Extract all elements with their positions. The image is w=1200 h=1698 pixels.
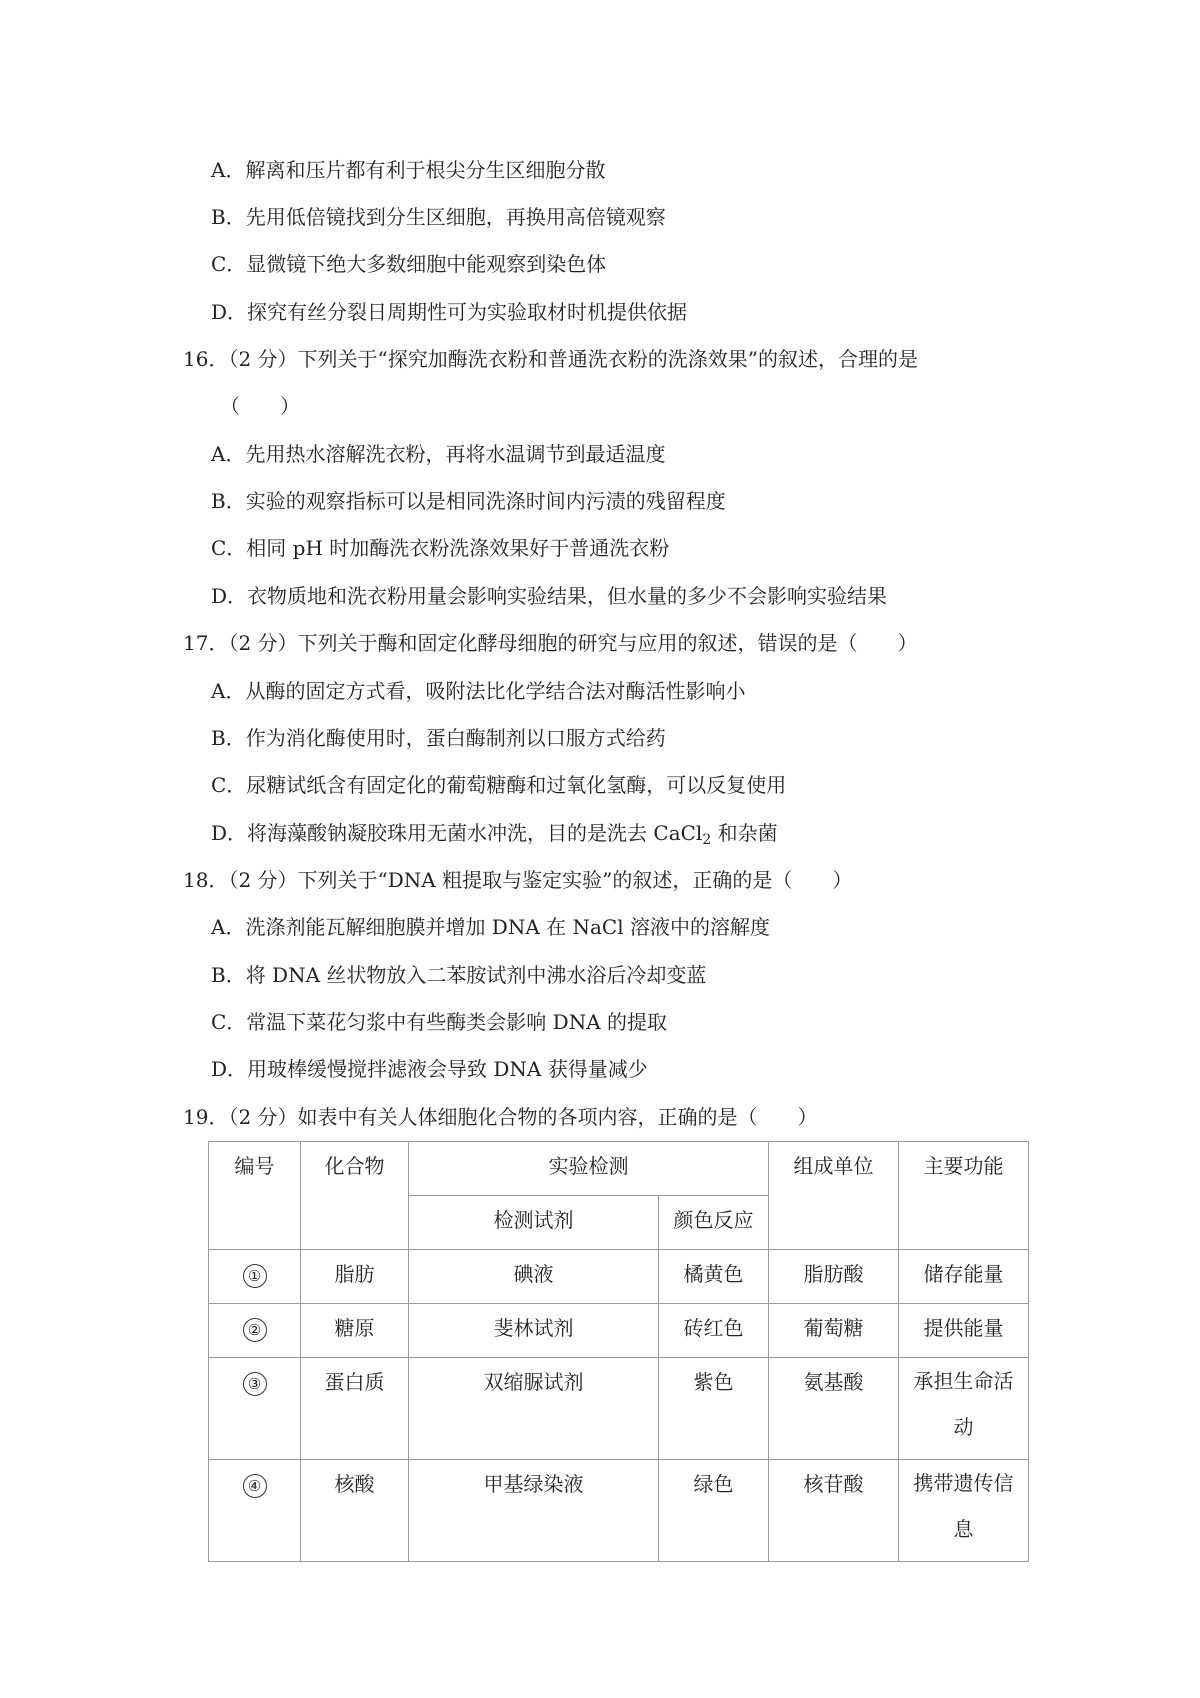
header-compound: 化合物 <box>301 1142 409 1250</box>
cell-color: 砖红色 <box>659 1304 769 1358</box>
cell-number <box>209 1358 301 1460</box>
q17-stem: 17．（2 分）下列关于酶和固定化酵母细胞的研究与应用的叙述，错误的是（ ） <box>183 631 918 655</box>
cell-number <box>209 1250 301 1304</box>
table-header-row <box>209 1142 1029 1196</box>
q16-option-b: B．实验的观察指标可以是相同洗涤时间内污渍的残留程度 <box>211 489 726 513</box>
q17-option-d-text: D．将海藻酸钠凝胶珠用无菌水冲洗，目的是洗去 CaCl <box>211 821 703 845</box>
header-function: 主要功能 <box>899 1142 1029 1250</box>
q19-stem: 19．（2 分）如表中有关人体细胞化合物的各项内容，正确的是（ ） <box>183 1105 818 1129</box>
cell-number <box>209 1460 301 1562</box>
q16-option-d: D．衣物质地和洗衣粉用量会影响实验结果，但水量的多少不会影响实验结果 <box>211 584 888 608</box>
q16-option-c: C．相同 pH 时加酶洗衣粉洗涤效果好于普通洗衣粉 <box>211 536 670 560</box>
header-unit: 组成单位 <box>769 1142 899 1250</box>
q16-stem: 16．（2 分）下列关于“探究加酶洗衣粉和普通洗衣粉的洗涤效果”的叙述，合理的是 <box>183 347 918 371</box>
cell-reagent: 碘液 <box>409 1250 659 1304</box>
header-number: 编号 <box>209 1142 301 1250</box>
q18-stem: 18．（2 分）下列关于“DNA 粗提取与鉴定实验”的叙述，正确的是（ ） <box>183 868 853 892</box>
q18-option-a: A．洗涤剂能瓦解细胞膜并增加 DNA 在 NaCl 溶液中的溶解度 <box>211 915 770 939</box>
cell-color: 绿色 <box>659 1460 769 1562</box>
circled-number: ① <box>243 1264 267 1288</box>
compound-table <box>208 1141 1029 1562</box>
cell-reagent: 双缩脲试剂 <box>409 1358 659 1460</box>
q17-option-d-subscript: 2 <box>702 832 712 848</box>
cell-unit: 氨基酸 <box>769 1358 899 1460</box>
cell-reagent: 斐林试剂 <box>409 1304 659 1358</box>
cell-function: 提供能量 <box>899 1304 1029 1358</box>
subheader-reagent: 检测试剂 <box>409 1196 659 1250</box>
q15-option-c: C．显微镜下绝大多数细胞中能观察到染色体 <box>211 252 607 276</box>
q18-option-c: C．常温下菜花匀浆中有些酶类会影响 DNA 的提取 <box>211 1010 667 1034</box>
cell-function: 储存能量 <box>899 1250 1029 1304</box>
cell-unit: 葡萄糖 <box>769 1304 899 1358</box>
cell-compound: 蛋白质 <box>301 1358 409 1460</box>
cell-compound: 核酸 <box>301 1460 409 1562</box>
cell-unit: 核苷酸 <box>769 1460 899 1562</box>
cell-function: 携带遗传信息 <box>899 1460 1029 1562</box>
q15-option-d: D．探究有丝分裂日周期性可为实验取材时机提供依据 <box>211 300 688 324</box>
cell-function: 承担生命活动 <box>899 1358 1029 1460</box>
q17-option-b: B．作为消化酶使用时，蛋白酶制剂以口服方式给药 <box>211 726 666 750</box>
table-row <box>209 1250 1029 1304</box>
subheader-color: 颜色反应 <box>659 1196 769 1250</box>
q15-option-a: A．解离和压片都有利于根尖分生区细胞分散 <box>211 158 606 182</box>
cell-compound: 糖原 <box>301 1304 409 1358</box>
circled-number: ④ <box>243 1474 267 1498</box>
q15-option-b: B．先用低倍镜找到分生区细胞，再换用高倍镜观察 <box>211 205 666 229</box>
circled-number: ③ <box>243 1372 267 1396</box>
cell-reagent: 甲基绿染液 <box>409 1460 659 1562</box>
table-row <box>209 1358 1029 1460</box>
q18-option-d: D．用玻棒缓慢搅拌滤液会导致 DNA 获得量减少 <box>211 1057 648 1081</box>
table-row <box>209 1304 1029 1358</box>
q17-option-c: C．尿糖试纸含有固定化的葡萄糖酶和过氧化氢酶，可以反复使用 <box>211 773 787 797</box>
q16-answer-paren: （ ） <box>220 394 300 418</box>
cell-number <box>209 1304 301 1358</box>
header-experiment: 实验检测 <box>409 1142 769 1196</box>
q16-option-a: A．先用热水溶解洗衣粉，再将水温调节到最适温度 <box>211 442 666 466</box>
circled-number: ② <box>243 1318 267 1342</box>
cell-unit: 脂肪酸 <box>769 1250 899 1304</box>
table-row <box>209 1460 1029 1562</box>
q17-option-a: A．从酶的固定方式看，吸附法比化学结合法对酶活性影响小 <box>211 679 746 703</box>
q18-option-b: B．将 DNA 丝状物放入二苯胺试剂中沸水浴后冷却变蓝 <box>211 963 707 987</box>
cell-color: 紫色 <box>659 1358 769 1460</box>
q17-option-d-tail: 和杂菌 <box>711 821 778 845</box>
q17-option-d <box>211 819 778 847</box>
cell-compound: 脂肪 <box>301 1250 409 1304</box>
cell-color: 橘黄色 <box>659 1250 769 1304</box>
